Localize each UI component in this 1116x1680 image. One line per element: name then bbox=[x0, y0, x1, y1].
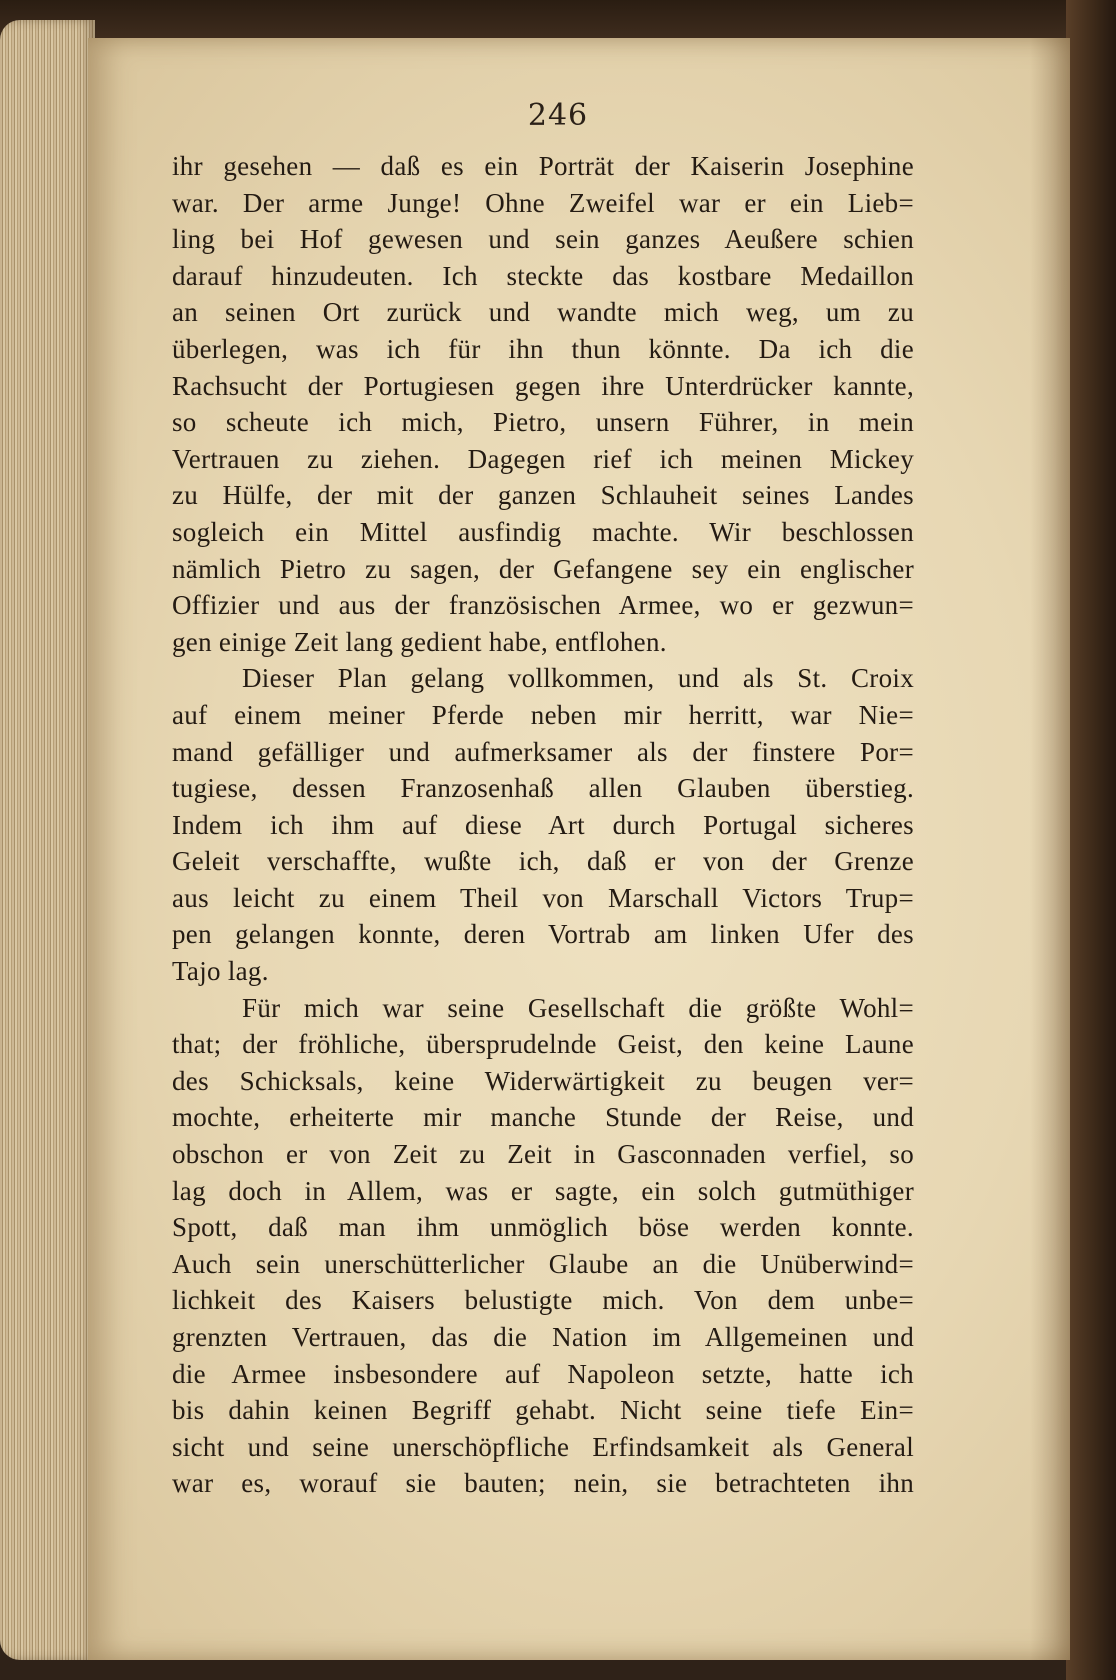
text-line: aus leicht zu einem Theil von Marschall Victors Trup= bbox=[172, 882, 914, 913]
text-line: überlegen, was ich für ihn thun könnte. Da ich die bbox=[172, 333, 914, 364]
text-line: sogleich ein Mittel ausfindig machte. Wir beschlossen bbox=[172, 516, 914, 547]
text-line: die Armee insbesondere auf Napoleon setzte, hatte ich bbox=[172, 1358, 914, 1389]
text-line: pen gelangen konnte, deren Vortrab am linken Ufer des bbox=[172, 919, 914, 950]
text-line: auf einem meiner Pferde neben mir herritt, war Nie= bbox=[172, 699, 914, 730]
text-line: ihr gesehen — daß es ein Porträt der Kaiserin Josephine bbox=[172, 151, 914, 181]
text-line: that; der fröhliche, übersprudelnde Geist, den keine Laune bbox=[172, 1029, 914, 1060]
page-edges bbox=[0, 20, 95, 1660]
text-line: mand gefälliger und aufmerksamer als der finstere Por= bbox=[172, 736, 914, 767]
book-binding-right bbox=[1066, 0, 1116, 1680]
text-line: gen einige Zeit lang gedient habe, entflohen. bbox=[172, 626, 667, 657]
page-gutter-shadow bbox=[1030, 38, 1070, 1660]
text-line: Geleit verschaffte, wußte ich, daß er von der Grenze bbox=[172, 846, 914, 877]
text-line: darauf hinzudeuten. Ich steckte das kostbare Medaillon bbox=[172, 260, 914, 291]
text-line: obschon er von Zeit zu Zeit in Gasconnaden verfiel, so bbox=[172, 1139, 914, 1170]
text-line: Indem ich ihm auf diese Art durch Portugal sicheres bbox=[172, 809, 914, 840]
text-line: lag doch in Allem, was er sagte, ein solch gutmüthiger bbox=[172, 1175, 914, 1206]
text-line: war. Der arme Junge! Ohne Zweifel war er ein Lieb= bbox=[172, 187, 914, 218]
text-line: nämlich Pietro zu sagen, der Gefangene sey ein englischer bbox=[172, 553, 914, 584]
text-line: des Schicksals, keine Widerwärtigkeit zu beugen ver= bbox=[172, 1065, 914, 1096]
text-line: sicht und seine unerschöpfliche Erfindsamkeit als General bbox=[172, 1431, 914, 1462]
text-line: mochte, erheiterte mir manche Stunde der Reise, und bbox=[172, 1102, 914, 1133]
text-line: Tajo lag. bbox=[172, 956, 269, 987]
text-line: Spott, daß man ihm unmöglich böse werden konnte. bbox=[172, 1212, 914, 1243]
text-line: an seinen Ort zurück und wandte mich weg, um zu bbox=[172, 297, 914, 328]
text-line: grenzten Vertrauen, das die Nation im Allgemeinen und bbox=[172, 1322, 914, 1352]
text-line: Offizier und aus der französischen Armee, wo er gezwun= bbox=[172, 590, 914, 621]
text-line: ling bei Hof gewesen und sein ganzes Aeußere schien bbox=[172, 224, 914, 255]
text-line: Auch sein unerschütterlicher Glaube an die Unüberwind= bbox=[172, 1248, 914, 1279]
page-text bbox=[172, 148, 914, 1502]
text-line: Rachsucht der Portugiesen gegen ihre Unterdrücker kannte, bbox=[172, 370, 914, 401]
text-line: war es, worauf sie bauten; nein, sie betrachteten ihn bbox=[172, 1468, 914, 1499]
text-line: Für mich war seine Gesellschaft die größte Wohl= bbox=[242, 992, 914, 1023]
text-line: so scheute ich mich, Pietro, unsern Führer, in mein bbox=[172, 407, 914, 438]
text-line: tugiese, dessen Franzosenhaß allen Glauben überstieg. bbox=[172, 773, 914, 804]
text-line: lichkeit des Kaisers belustigte mich. Von dem unbe= bbox=[172, 1285, 914, 1316]
text-line: Vertrauen zu ziehen. Dagegen rief ich meinen Mickey bbox=[172, 443, 914, 474]
page-number: 246 bbox=[527, 98, 589, 133]
text-line: zu Hülfe, der mit der ganzen Schlauheit seines Landes bbox=[172, 480, 914, 511]
text-line: Dieser Plan gelang vollkommen, und als St. Croix bbox=[242, 663, 914, 694]
text-line: bis dahin keinen Begriff gehabt. Nicht seine tiefe Ein= bbox=[172, 1395, 914, 1426]
